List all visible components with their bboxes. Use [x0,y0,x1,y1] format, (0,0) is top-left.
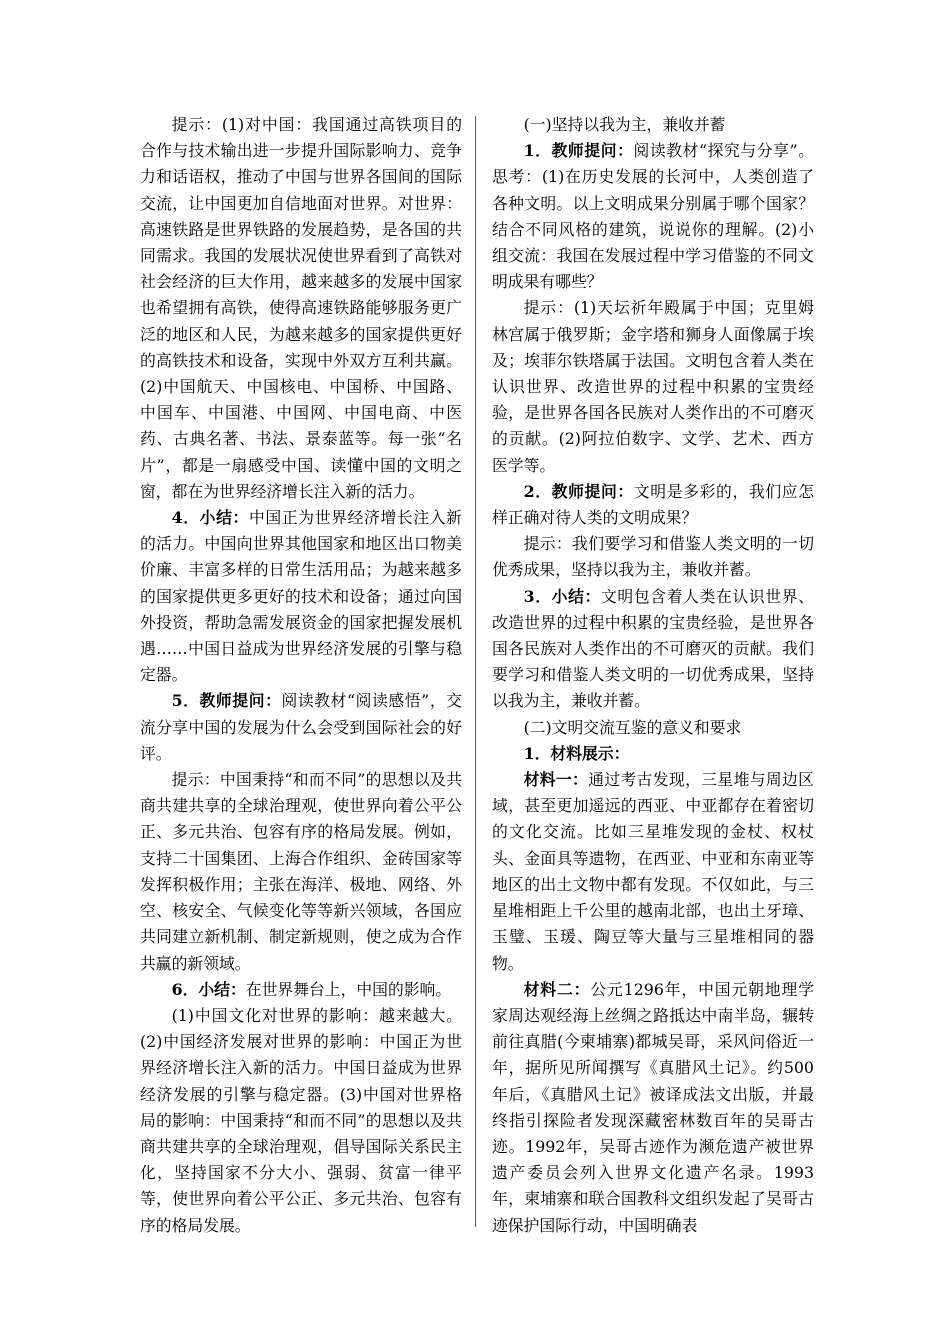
paragraph-text: (1)中国文化对世界的影响：越来越大。(2)中国经济发展对世界的影响：中国正为世界经济增长注入新的活力。中国日益成为世界经济发展的引擎与稳定器。(3)中国对世界格局的影响：中国秉持“和而不同”的思想以及共商共建共享的全球治理观，倡导国际关系民主化，坚持国家不分大小、强弱、贫富一律平等，使世界向着公平公正、多元共治、包容有序的格局发展。 [140,1005,462,1235]
summary-4-paragraph [140,505,462,688]
hint-paragraph [140,112,462,505]
right-column [492,112,814,1239]
paragraph-text: 提示：我们要学习和借鉴人类文明的一切优秀成果，坚持以我为主，兼收并蓄。 [492,534,814,580]
paragraph-text: 阅读教材“阅读感悟”，交流分享中国的发展为什么会受到国际社会的好评。 [140,691,462,763]
summary-3-paragraph [492,584,814,715]
material-display-heading [492,741,814,767]
hint-paragraph [492,295,814,478]
paragraph-heading: 4．小结： [171,508,249,528]
paragraph-heading: 3．小结： [523,586,601,606]
paragraph-heading: 材料一： [523,770,589,790]
paragraph-text: (二)文明交流互鉴的意义和要求 [523,717,742,737]
teacher-question-5-paragraph [140,688,462,767]
paragraph-text: 提示：中国秉持“和而不同”的思想以及共商共建共享的全球治理观，使世界向着公平公正、多元共治、包容有序的格局发展。例如，支持二十国集团、上海合作组织、金砖国家等发挥积极作用；主张在海洋、极地、网络、外空、核安全、气候变化等等新兴领域，各国应共同建立新机制、制定新规则，使之成为合作共赢的新领域。 [140,770,462,973]
paragraph-text: 阅读教材“探究与分享”。思考：(1)在历史发展的长河中，人类创造了各种文明。以上文明成果分别属于哪个国家？结合不同风格的建筑，说说你的理解。(2)小组交流：我国在发展过程中学习借鉴的不同文明成果有哪些？ [492,141,814,292]
teacher-question-2-paragraph [492,479,814,531]
paragraph-heading: 1．教师提问： [523,141,634,161]
paragraph-text: 公元1296年，中国元朝地理学家周达观经海上丝绸之路抵达中南半岛，辗转前往真腊(今柬埔寨)都城吴哥，采风问俗近一年，据所见所闻撰写《真腊风土记》。约500年后，《真腊风土记》被译成法文出版，并最终指引探险者发现深藏密林数百年的吴哥古迹。1992年，吴哥古迹作为濒危遗产被世界遗产委员会列入世界文化遗产名录。1993年，柬埔寨和联合国教科文组织发起了吴哥古迹保护国际行动，中国明确表 [492,979,814,1235]
paragraph-text: 中国正为世界经济增长注入新的活力。中国向世界其他国家和地区出口物美价廉、丰富多样的日常生活用品；为越来越多的国家提供更多更好的技术和设备；通过向国外投资，帮助急需发展资金的国家把握发展机遇……中国日益成为世界经济发展的引擎与稳定器。 [140,508,462,685]
paragraph-text: 文明包含着人类在认识世界、改造世界的过程中积累的宝贵经验，是世界各国各民族对人类作出的不可磨灭的贡献。我们要学习和借鉴人类文明的一切优秀成果，坚持以我为主，兼收并蓄。 [492,586,814,711]
paragraph-heading: 6．小结： [171,979,246,999]
left-column [140,112,462,1239]
paragraph-heading: 1．材料展示： [523,743,630,763]
hint-paragraph [140,767,462,977]
hint-paragraph [492,531,814,583]
summary-6-detail-paragraph [140,1003,462,1239]
material-1-paragraph [492,767,814,977]
paragraph-heading: 材料二： [523,979,591,999]
summary-6-paragraph [140,977,462,1003]
paragraph-text: (一)坚持以我为主，兼收并蓄 [523,115,726,134]
paragraph-text: 提示：(1)天坛祈年殿属于中国；克里姆林宫属于俄罗斯；金字塔和狮身人面像属于埃及；埃菲尔铁塔属于法国。文明包含着人类在认识世界、改造世界的过程中积累的宝贵经验，是世界各国各民族对人类作出的不可磨灭的贡献。(2)阿拉伯数字、文学、艺术、西方医学等。 [492,298,814,475]
paragraph-heading: 2．教师提问： [523,481,634,501]
paragraph-heading: 5．教师提问： [171,691,282,711]
section-heading-1 [492,112,814,138]
teacher-question-1-paragraph [492,138,814,295]
material-2-paragraph [492,977,814,1239]
paragraph-text: 文明是多彩的，我们应怎样正确对待人类的文明成果？ [492,481,814,528]
section-heading-2 [492,715,814,741]
paragraph-text: 通过考古发现，三星堆与周边区域，甚至更加遥远的西亚、中亚都存在着密切的文化交流。比如三星堆发现的金杖、权杖头、金面具等遗物，在西亚、中亚和东南亚等地区的出土文物中都有发现。不仅如此，与三星堆相距上千公里的越南北部，也出土牙璋、玉璧、玉瑗、陶豆等大量与三星堆相同的器物。 [492,770,814,973]
paragraph-text: 在世界舞台上，中国的影响。 [245,979,452,999]
column-divider [475,116,476,1227]
paragraph-text: 提示：(1)对中国：我国通过高铁项目的合作与技术输出进一步提升国际影响力、竞争力和话语权，推动了中国与世界各国间的国际交流，让中国更加自信地面对世界。对世界：高速铁路是世界铁路的发展趋势，是各国的共同需求。我国的发展状况使世界看到了高铁对社会经济的巨大作用，越来越多的发展中国家也希望拥有高铁，使得高速铁路能够服务更广泛的地区和人民，为越来越多的国家提供更好的高铁技术和设备，实现中外双方互利共赢。(2)中国航天、中国核电、中国桥、中国路、中国车、中国港、中国网、中国电商、中医药、古典名著、书法、景泰蓝等。每一张“名片”，都是一扇感受中国、读懂中国的文明之窗，都在为世界经济增长注入新的活力。 [140,115,462,501]
